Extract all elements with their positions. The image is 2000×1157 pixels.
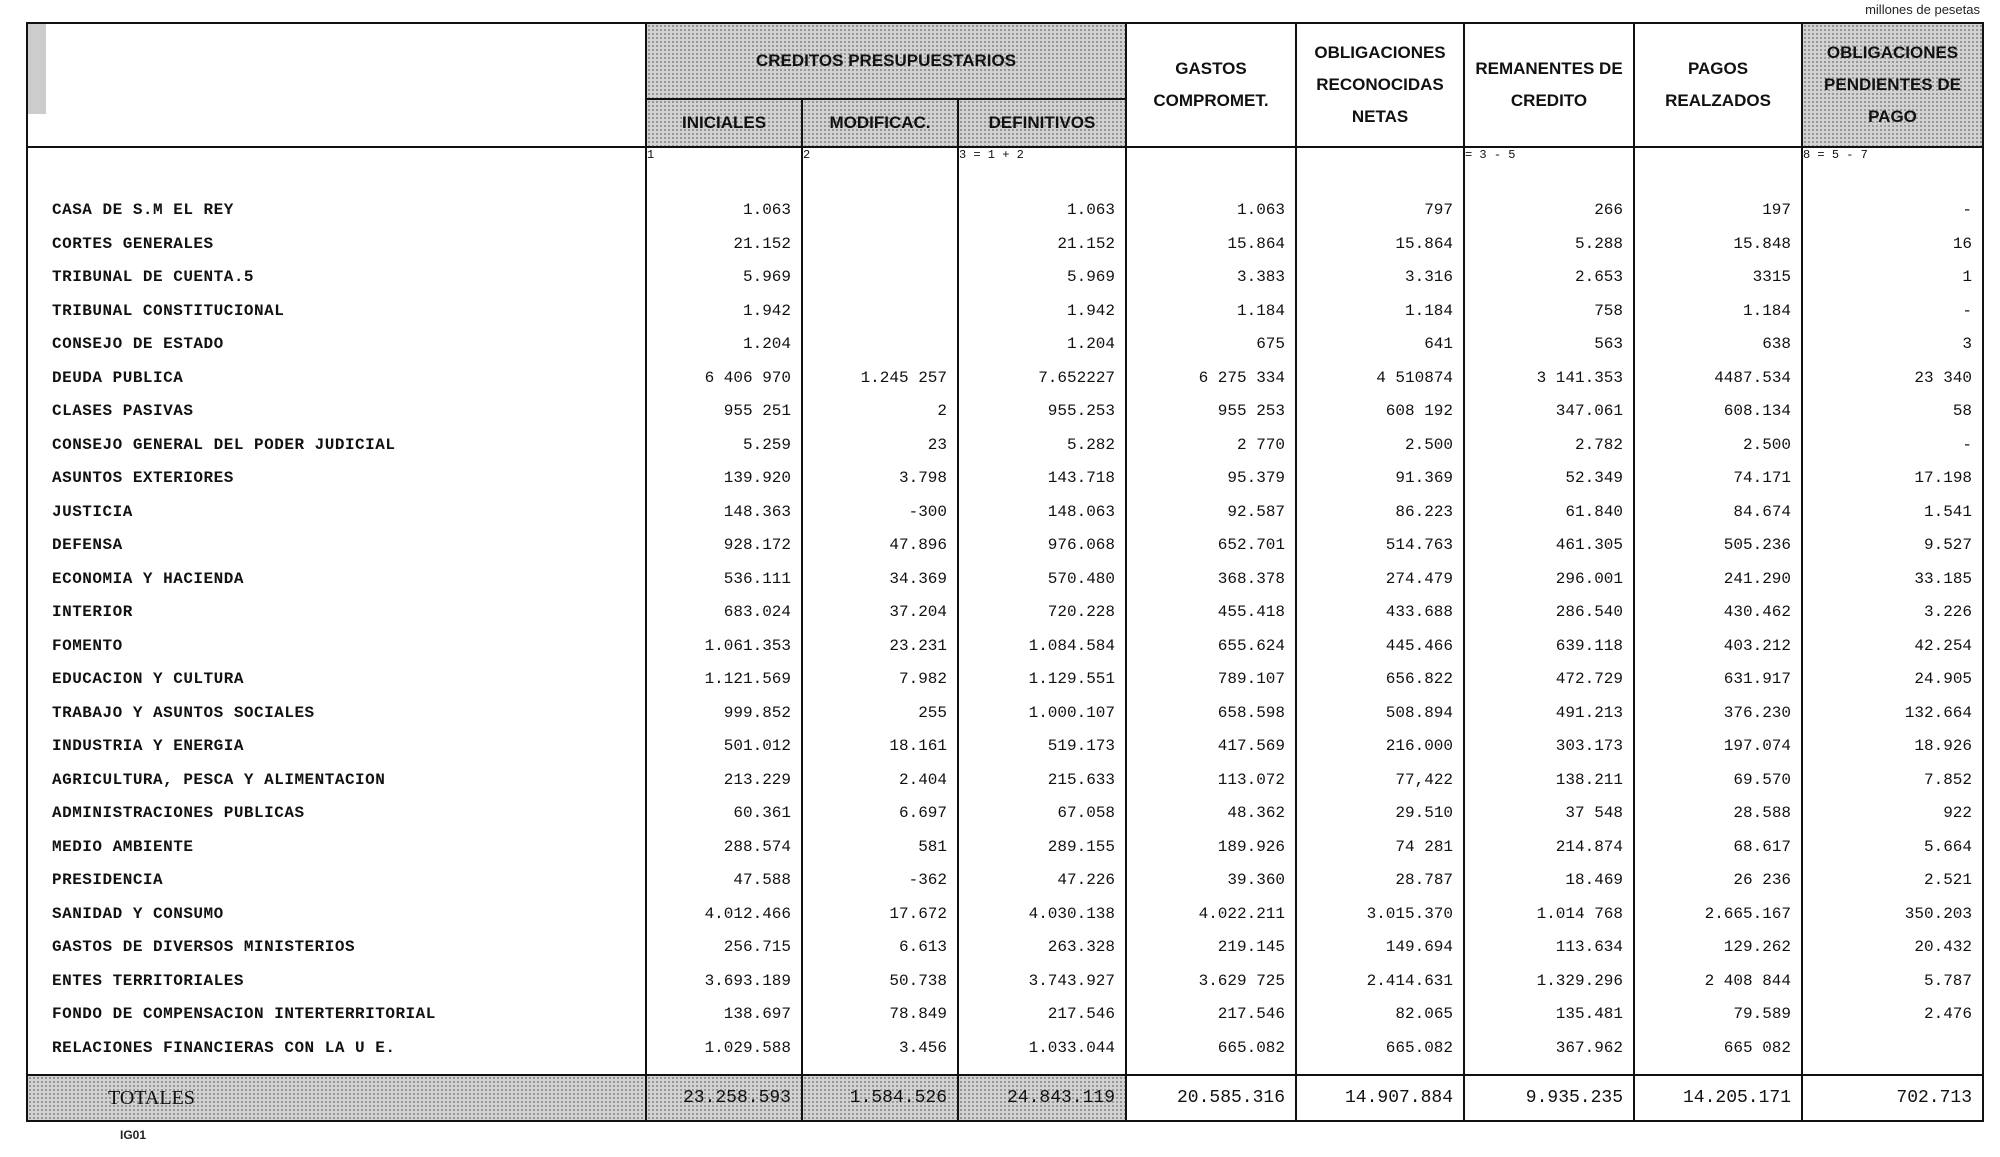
cell-definitivos: 5.969 (958, 261, 1126, 295)
cell-gastos: 1.184 (1126, 294, 1296, 328)
table-row (27, 931, 1983, 965)
cell-pagos: 2.665.167 (1634, 897, 1802, 931)
cell-gastos: 652.701 (1126, 529, 1296, 563)
totals-gastos: 20.585.316 (1126, 1075, 1296, 1121)
cell-remanentes: 138.211 (1464, 763, 1634, 797)
cell-modificac: 255 (802, 696, 958, 730)
row-label: EDUCACION Y CULTURA (27, 663, 646, 697)
cell-iniciales: 21.152 (646, 227, 802, 261)
cell-iniciales: 288.574 (646, 830, 802, 864)
cell-obligaciones: 1.184 (1296, 294, 1464, 328)
cell-obligaciones: 656.822 (1296, 663, 1464, 697)
cell-modificac (802, 294, 958, 328)
cell-iniciales: 213.229 (646, 763, 802, 797)
cell-gastos: 658.598 (1126, 696, 1296, 730)
cell-gastos: 113.072 (1126, 763, 1296, 797)
table-row (27, 227, 1983, 261)
cell-modificac (802, 261, 958, 295)
cell-remanentes: 3 141.353 (1464, 361, 1634, 395)
cell-gastos: 189.926 (1126, 830, 1296, 864)
cell-pagos: 4487.534 (1634, 361, 1802, 395)
row-label: AGRICULTURA, PESCA Y ALIMENTACION (27, 763, 646, 797)
row-label: PRESIDENCIA (27, 864, 646, 898)
table-row (27, 998, 1983, 1032)
cell-remanentes: 303.173 (1464, 730, 1634, 764)
row-label: FONDO DE COMPENSACION INTERTERRITORIAL (27, 998, 646, 1032)
cell-pagos: 74.171 (1634, 462, 1802, 496)
cell-definitivos: 4.030.138 (958, 897, 1126, 931)
cell-modificac: 2.404 (802, 763, 958, 797)
cell-pagos: 241.290 (1634, 562, 1802, 596)
cell-gastos: 92.587 (1126, 495, 1296, 529)
table-row (27, 495, 1983, 529)
cell-iniciales: 1.029.588 (646, 1031, 802, 1065)
table-row (27, 663, 1983, 697)
table-row (27, 562, 1983, 596)
cell-definitivos: 955.253 (958, 395, 1126, 429)
cell-remanentes: 2.653 (1464, 261, 1634, 295)
cell-obligaciones: 2.414.631 (1296, 964, 1464, 998)
cell-pagos: 430.462 (1634, 596, 1802, 630)
table-row (27, 964, 1983, 998)
cell-modificac: 3.456 (802, 1031, 958, 1065)
cell-pendientes: 18.926 (1802, 730, 1983, 764)
row-label: JUSTICIA (27, 495, 646, 529)
cell-definitivos: 7.652227 (958, 361, 1126, 395)
cell-gastos: 1.063 (1126, 194, 1296, 228)
table-row (27, 529, 1983, 563)
cell-pagos: 2 408 844 (1634, 964, 1802, 998)
cell-pagos: 638 (1634, 328, 1802, 362)
row-label: TRABAJO Y ASUNTOS SOCIALES (27, 696, 646, 730)
budget-table (26, 22, 1984, 1122)
cell-pendientes: 922 (1802, 797, 1983, 831)
table-row (27, 596, 1983, 630)
cell-pendientes: 2.521 (1802, 864, 1983, 898)
header-gastos-comprometidos: GASTOS COMPROMET. (1126, 23, 1296, 147)
cell-pendientes: 9.527 (1802, 529, 1983, 563)
cell-obligaciones: 29.510 (1296, 797, 1464, 831)
cell-gastos: 665.082 (1126, 1031, 1296, 1065)
row-label: ENTES TERRITORIALES (27, 964, 646, 998)
cell-pendientes: 24.905 (1802, 663, 1983, 697)
totals-row (27, 1075, 1983, 1121)
totals-label: TOTALES (27, 1075, 646, 1121)
cell-definitivos: 47.226 (958, 864, 1126, 898)
row-label: MEDIO AMBIENTE (27, 830, 646, 864)
header-remanentes-credito: REMANENTES DE CREDITO (1464, 23, 1634, 147)
table-row (27, 294, 1983, 328)
cell-definitivos: 720.228 (958, 596, 1126, 630)
cell-definitivos: 519.173 (958, 730, 1126, 764)
cell-obligaciones: 514.763 (1296, 529, 1464, 563)
cell-definitivos: 148.063 (958, 495, 1126, 529)
cell-pagos: 197 (1634, 194, 1802, 228)
cell-pendientes: 1.541 (1802, 495, 1983, 529)
row-label: RELACIONES FINANCIERAS CON LA U E. (27, 1031, 646, 1065)
cell-definitivos: 1.033.044 (958, 1031, 1126, 1065)
cell-modificac: 78.849 (802, 998, 958, 1032)
units-label: millones de pesetas (1865, 2, 1980, 17)
cell-obligaciones: 4 510874 (1296, 361, 1464, 395)
cell-remanentes: 52.349 (1464, 462, 1634, 496)
cell-pagos: 68.617 (1634, 830, 1802, 864)
cell-remanentes: 472.729 (1464, 663, 1634, 697)
spacer-row (27, 172, 1983, 194)
cell-remanentes: 5.288 (1464, 227, 1634, 261)
table-row (27, 1031, 1983, 1065)
cell-iniciales: 47.588 (646, 864, 802, 898)
cell-remanentes: 296.001 (1464, 562, 1634, 596)
cell-pagos: 69.570 (1634, 763, 1802, 797)
cell-iniciales: 5.969 (646, 261, 802, 295)
cell-pendientes: 20.432 (1802, 931, 1983, 965)
cell-pagos: 631.917 (1634, 663, 1802, 697)
cell-definitivos: 21.152 (958, 227, 1126, 261)
cell-iniciales: 4.012.466 (646, 897, 802, 931)
cell-pagos: 403.212 (1634, 629, 1802, 663)
cell-iniciales: 1.061.353 (646, 629, 802, 663)
cell-iniciales: 1.942 (646, 294, 802, 328)
cell-obligaciones: 15.864 (1296, 227, 1464, 261)
cell-iniciales: 955 251 (646, 395, 802, 429)
formula-row (27, 147, 1983, 172)
cell-pagos: 376.230 (1634, 696, 1802, 730)
cell-definitivos: 215.633 (958, 763, 1126, 797)
table-row (27, 897, 1983, 931)
header-creditos-presupuestarios: CREDITOS PRESUPUESTARIOS (646, 23, 1126, 99)
cell-modificac: 2 (802, 395, 958, 429)
row-label: ASUNTOS EXTERIORES (27, 462, 646, 496)
cell-remanentes: 266 (1464, 194, 1634, 228)
cell-modificac: 50.738 (802, 964, 958, 998)
totals-pendientes: 702.713 (1802, 1075, 1983, 1121)
cell-pagos: 665 082 (1634, 1031, 1802, 1065)
cell-modificac: 6.613 (802, 931, 958, 965)
cell-gastos: 39.360 (1126, 864, 1296, 898)
cell-pendientes: 5.664 (1802, 830, 1983, 864)
cell-definitivos: 1.063 (958, 194, 1126, 228)
cell-definitivos: 217.546 (958, 998, 1126, 1032)
cell-remanentes: 37 548 (1464, 797, 1634, 831)
cell-pendientes: 1 (1802, 261, 1983, 295)
cell-obligaciones: 274.479 (1296, 562, 1464, 596)
cell-remanentes: 18.469 (1464, 864, 1634, 898)
cell-definitivos: 263.328 (958, 931, 1126, 965)
cell-iniciales: 60.361 (646, 797, 802, 831)
header-definitivos: DEFINITIVOS (958, 99, 1126, 147)
row-label: INTERIOR (27, 596, 646, 630)
cell-obligaciones: 665.082 (1296, 1031, 1464, 1065)
cell-iniciales: 928.172 (646, 529, 802, 563)
formula-cell: = 3 - 5 (1464, 147, 1634, 172)
cell-remanentes: 1.014 768 (1464, 897, 1634, 931)
cell-definitivos: 67.058 (958, 797, 1126, 831)
cell-modificac: 3.798 (802, 462, 958, 496)
cell-gastos: 6 275 334 (1126, 361, 1296, 395)
header-pagos-realizados: PAGOS REALZADOS (1634, 23, 1802, 147)
header-iniciales: INICIALES (646, 99, 802, 147)
cell-remanentes: 135.481 (1464, 998, 1634, 1032)
cell-iniciales: 256.715 (646, 931, 802, 965)
cell-obligaciones: 3.015.370 (1296, 897, 1464, 931)
row-label: DEFENSA (27, 529, 646, 563)
cell-obligaciones: 445.466 (1296, 629, 1464, 663)
formula-cell: 8 = 5 - 7 (1802, 147, 1983, 172)
formula-cell: 1 (646, 147, 802, 172)
cell-definitivos: 1.204 (958, 328, 1126, 362)
table-row (27, 395, 1983, 429)
cell-remanentes: 61.840 (1464, 495, 1634, 529)
cell-obligaciones: 797 (1296, 194, 1464, 228)
totals-iniciales: 23.258.593 (646, 1075, 802, 1121)
cell-iniciales: 148.363 (646, 495, 802, 529)
table-row (27, 730, 1983, 764)
cell-definitivos: 1.129.551 (958, 663, 1126, 697)
table-row (27, 428, 1983, 462)
cell-modificac: 37.204 (802, 596, 958, 630)
row-label: GASTOS DE DIVERSOS MINISTERIOS (27, 931, 646, 965)
cell-iniciales: 3.693.189 (646, 964, 802, 998)
cell-pendientes: 33.185 (1802, 562, 1983, 596)
cell-gastos: 95.379 (1126, 462, 1296, 496)
cell-definitivos: 570.480 (958, 562, 1126, 596)
cell-gastos: 675 (1126, 328, 1296, 362)
cell-iniciales: 1.121.569 (646, 663, 802, 697)
cell-obligaciones: 508.894 (1296, 696, 1464, 730)
table-row (27, 462, 1983, 496)
cell-pagos: 79.589 (1634, 998, 1802, 1032)
cell-definitivos: 143.718 (958, 462, 1126, 496)
table-row (27, 763, 1983, 797)
cell-iniciales: 999.852 (646, 696, 802, 730)
cell-gastos: 2 770 (1126, 428, 1296, 462)
cell-modificac: 18.161 (802, 730, 958, 764)
header-obligaciones-pendientes: OBLIGACIONES PENDIENTES DE PAGO (1802, 23, 1983, 147)
cell-iniciales: 1.063 (646, 194, 802, 228)
cell-obligaciones: 608 192 (1296, 395, 1464, 429)
cell-remanentes: 286.540 (1464, 596, 1634, 630)
formula-cell: 3 = 1 + 2 (958, 147, 1126, 172)
cell-modificac: 581 (802, 830, 958, 864)
footer-code: IG01 (120, 1128, 147, 1142)
cell-modificac (802, 328, 958, 362)
formula-cell (1634, 147, 1802, 172)
cell-definitivos: 1.000.107 (958, 696, 1126, 730)
cell-remanentes: 214.874 (1464, 830, 1634, 864)
cell-remanentes: 347.061 (1464, 395, 1634, 429)
cell-pagos: 15.848 (1634, 227, 1802, 261)
row-label: CONSEJO GENERAL DEL PODER JUDICIAL (27, 428, 646, 462)
cell-pagos: 3315 (1634, 261, 1802, 295)
cell-modificac: 1.245 257 (802, 361, 958, 395)
cell-remanentes: 461.305 (1464, 529, 1634, 563)
cell-remanentes: 639.118 (1464, 629, 1634, 663)
cell-gastos: 655.624 (1126, 629, 1296, 663)
row-label: CORTES GENERALES (27, 227, 646, 261)
table-row (27, 797, 1983, 831)
table-row (27, 361, 1983, 395)
totals-modificaciones: 1.584.526 (802, 1075, 958, 1121)
cell-pendientes: - (1802, 294, 1983, 328)
table-row (27, 261, 1983, 295)
cell-pagos: 505.236 (1634, 529, 1802, 563)
table-row (27, 864, 1983, 898)
cell-modificac: 7.982 (802, 663, 958, 697)
cell-iniciales: 5.259 (646, 428, 802, 462)
cell-gastos: 3.383 (1126, 261, 1296, 295)
cell-obligaciones: 82.065 (1296, 998, 1464, 1032)
table-row (27, 194, 1983, 228)
row-label: CLASES PASIVAS (27, 395, 646, 429)
cell-pagos: 2.500 (1634, 428, 1802, 462)
cell-pendientes: 2.476 (1802, 998, 1983, 1032)
cell-pagos: 28.588 (1634, 797, 1802, 831)
row-label: TRIBUNAL DE CUENTA.5 (27, 261, 646, 295)
cell-pendientes: 7.852 (1802, 763, 1983, 797)
row-label: CONSEJO DE ESTADO (27, 328, 646, 362)
cell-definitivos: 976.068 (958, 529, 1126, 563)
row-label: ECONOMIA Y HACIENDA (27, 562, 646, 596)
cell-obligaciones: 433.688 (1296, 596, 1464, 630)
cell-pendientes: 23 340 (1802, 361, 1983, 395)
row-label: FOMENTO (27, 629, 646, 663)
cell-gastos: 455.418 (1126, 596, 1296, 630)
cell-iniciales: 501.012 (646, 730, 802, 764)
cell-modificac: 17.672 (802, 897, 958, 931)
formula-cell: 2 (802, 147, 958, 172)
totals-remanentes: 9.935.235 (1464, 1075, 1634, 1121)
cell-obligaciones: 28.787 (1296, 864, 1464, 898)
formula-cell (1126, 147, 1296, 172)
table-row (27, 830, 1983, 864)
cell-definitivos: 1.942 (958, 294, 1126, 328)
cell-pendientes: 350.203 (1802, 897, 1983, 931)
cell-obligaciones: 91.369 (1296, 462, 1464, 496)
cell-iniciales: 6 406 970 (646, 361, 802, 395)
cell-pendientes: - (1802, 194, 1983, 228)
cell-modificac: -300 (802, 495, 958, 529)
row-label: ADMINISTRACIONES PUBLICAS (27, 797, 646, 831)
row-label: CASA DE S.M EL REY (27, 194, 646, 228)
cell-gastos: 368.378 (1126, 562, 1296, 596)
cell-gastos: 789.107 (1126, 663, 1296, 697)
row-label: INDUSTRIA Y ENERGIA (27, 730, 646, 764)
cell-obligaciones: 3.316 (1296, 261, 1464, 295)
header-obligaciones-reconocidas: OBLIGACIONES RECONOCIDAS NETAS (1296, 23, 1464, 147)
cell-pendientes: 42.254 (1802, 629, 1983, 663)
cell-modificac (802, 227, 958, 261)
cell-gastos: 3.629 725 (1126, 964, 1296, 998)
cell-pendientes (1802, 1031, 1983, 1065)
cell-remanentes: 563 (1464, 328, 1634, 362)
cell-iniciales: 1.204 (646, 328, 802, 362)
cell-definitivos: 5.282 (958, 428, 1126, 462)
header-modificaciones: MODIFICAC. (802, 99, 958, 147)
cell-pendientes: 17.198 (1802, 462, 1983, 496)
row-label: DEUDA PUBLICA (27, 361, 646, 395)
cell-modificac: 6.697 (802, 797, 958, 831)
cell-pendientes: 3 (1802, 328, 1983, 362)
cell-gastos: 4.022.211 (1126, 897, 1296, 931)
cell-pagos: 1.184 (1634, 294, 1802, 328)
cell-pagos: 84.674 (1634, 495, 1802, 529)
cell-definitivos: 3.743.927 (958, 964, 1126, 998)
totals-obligaciones: 14.907.884 (1296, 1075, 1464, 1121)
cell-definitivos: 289.155 (958, 830, 1126, 864)
table-row (27, 328, 1983, 362)
cell-iniciales: 536.111 (646, 562, 802, 596)
cell-pagos: 26 236 (1634, 864, 1802, 898)
cell-remanentes: 491.213 (1464, 696, 1634, 730)
cell-pendientes: 132.664 (1802, 696, 1983, 730)
cell-pendientes: 3.226 (1802, 596, 1983, 630)
cell-obligaciones: 216.000 (1296, 730, 1464, 764)
cell-pendientes: 5.787 (1802, 964, 1983, 998)
formula-cell (27, 147, 646, 172)
cell-pendientes: 16 (1802, 227, 1983, 261)
cell-remanentes: 2.782 (1464, 428, 1634, 462)
cell-iniciales: 138.697 (646, 998, 802, 1032)
cell-remanentes: 113.634 (1464, 931, 1634, 965)
table-row (27, 696, 1983, 730)
cell-obligaciones: 2.500 (1296, 428, 1464, 462)
cell-obligaciones: 74 281 (1296, 830, 1464, 864)
cell-gastos: 417.569 (1126, 730, 1296, 764)
cell-pagos: 197.074 (1634, 730, 1802, 764)
cell-pagos: 608.134 (1634, 395, 1802, 429)
cell-gastos: 217.546 (1126, 998, 1296, 1032)
cell-obligaciones: 77,422 (1296, 763, 1464, 797)
cell-remanentes: 367.962 (1464, 1031, 1634, 1065)
row-label: TRIBUNAL CONSTITUCIONAL (27, 294, 646, 328)
cell-iniciales: 139.920 (646, 462, 802, 496)
cell-gastos: 955 253 (1126, 395, 1296, 429)
cell-pagos: 129.262 (1634, 931, 1802, 965)
cell-modificac: -362 (802, 864, 958, 898)
formula-cell (1296, 147, 1464, 172)
cell-definitivos: 1.084.584 (958, 629, 1126, 663)
cell-remanentes: 758 (1464, 294, 1634, 328)
cell-gastos: 15.864 (1126, 227, 1296, 261)
header-entity (27, 23, 646, 147)
filler-row (27, 1065, 1983, 1075)
cell-modificac (802, 194, 958, 228)
cell-gastos: 219.145 (1126, 931, 1296, 965)
cell-obligaciones: 86.223 (1296, 495, 1464, 529)
cell-obligaciones: 641 (1296, 328, 1464, 362)
cell-modificac: 23 (802, 428, 958, 462)
totals-pagos: 14.205.171 (1634, 1075, 1802, 1121)
totals-definitivos: 24.843.119 (958, 1075, 1126, 1121)
cell-modificac: 23.231 (802, 629, 958, 663)
row-label: SANIDAD Y CONSUMO (27, 897, 646, 931)
cell-obligaciones: 149.694 (1296, 931, 1464, 965)
cell-modificac: 47.896 (802, 529, 958, 563)
cell-modificac: 34.369 (802, 562, 958, 596)
cell-pendientes: 58 (1802, 395, 1983, 429)
table-row (27, 629, 1983, 663)
cell-iniciales: 683.024 (646, 596, 802, 630)
cell-gastos: 48.362 (1126, 797, 1296, 831)
cell-pendientes: - (1802, 428, 1983, 462)
cell-remanentes: 1.329.296 (1464, 964, 1634, 998)
